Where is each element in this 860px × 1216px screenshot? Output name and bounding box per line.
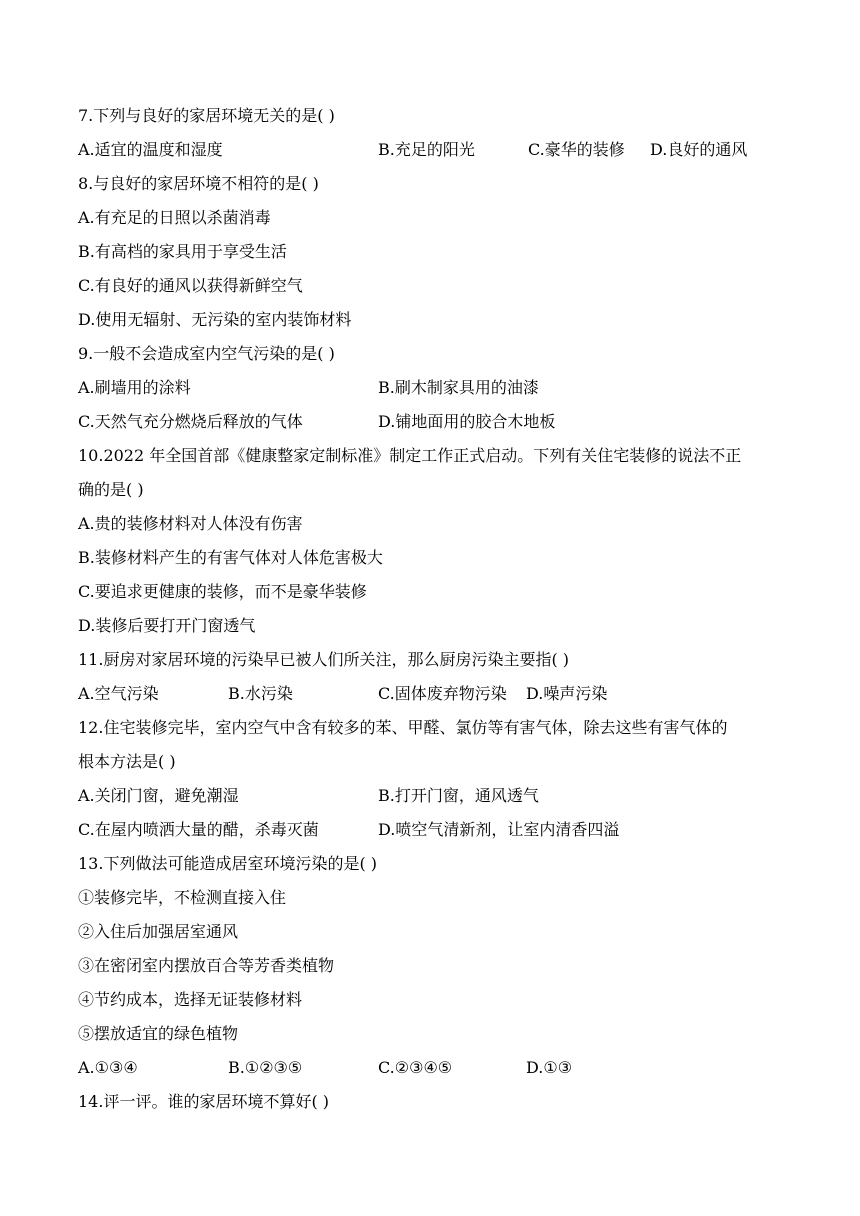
- q8-stem: 8.与良好的家居环境不相符的是( ): [78, 174, 319, 193]
- q7-stem: 7.下列与良好的家居环境无关的是( ): [78, 106, 335, 125]
- q11-option-b: B.水污染: [228, 684, 293, 703]
- q14-stem: 14.评一评。谁的家居环境不算好( ): [78, 1092, 330, 1111]
- q13-option-a: A.①③④: [78, 1058, 138, 1077]
- q10-option-c: C.要追求更健康的装修，而不是豪华装修: [78, 582, 367, 601]
- q9-option-d: D.铺地面用的胶合木地板: [378, 412, 556, 431]
- q13-statement-3: ③在密闭室内摆放百合等芳香类植物: [78, 956, 335, 975]
- q13-statement-4: ④节约成本，选择无证装修材料: [78, 990, 303, 1009]
- q7-option-a: A.适宜的温度和湿度: [78, 140, 223, 159]
- q9-options-row-1: [78, 376, 778, 400]
- q12-option-b: B.打开门窗，通风透气: [378, 786, 539, 805]
- q11-option-d: D.噪声污染: [526, 684, 608, 703]
- q11-option-a: A.空气污染: [78, 684, 159, 703]
- q10-option-b: B.装修材料产生的有害气体对人体危害极大: [78, 548, 383, 567]
- q13-statement-5: ⑤摆放适宜的绿色植物: [78, 1024, 239, 1043]
- q13-options-row: [78, 1056, 778, 1080]
- q13-statement-1: ①装修完毕，不检测直接入住: [78, 888, 287, 907]
- q7-option-c: C.豪华的装修: [528, 140, 625, 159]
- q7-option-b: B.充足的阳光: [378, 140, 475, 159]
- q12-options-row-2: [78, 818, 778, 842]
- q9-stem: 9.一般不会造成室内空气污染的是( ): [78, 344, 335, 363]
- q11-options-row: [78, 682, 778, 706]
- q8-option-b: B.有高档的家具用于享受生活: [78, 242, 287, 261]
- q9-option-c: C.天然气充分燃烧后释放的气体: [78, 412, 303, 431]
- q12-option-a: A.关闭门窗，避免潮湿: [78, 786, 239, 805]
- q13-option-d: D.①③: [526, 1058, 573, 1077]
- q9-options-row-2: [78, 410, 778, 434]
- q10-option-a: A.贵的装修材料对人体没有伤害: [78, 514, 303, 533]
- q10-stem-line-1: 10.2022 年全国首部《健康整家定制标准》制定工作正式启动。下列有关住宅装修的说法不正: [78, 446, 742, 465]
- q12-options-row-1: [78, 784, 778, 808]
- q8-option-c: C.有良好的通风以获得新鲜空气: [78, 276, 303, 295]
- q13-stem: 13.下列做法可能造成居室环境污染的是( ): [78, 854, 378, 873]
- q7-options-row: [78, 138, 778, 162]
- q10-option-d: D.装修后要打开门窗透气: [78, 616, 256, 635]
- q12-stem-line-1: 12.住宅装修完毕，室内空气中含有较多的苯、甲醛、氯仿等有害气体，除去这些有害气体的: [78, 718, 728, 737]
- q12-option-d: D.喷空气清新剂，让室内清香四溢: [378, 820, 620, 839]
- q13-option-c: C.②③④⑤: [378, 1058, 453, 1077]
- q9-option-a: A.刷墙用的涂料: [78, 378, 191, 397]
- q9-option-b: B.刷木制家具用的油漆: [378, 378, 539, 397]
- q12-stem-line-2: 根本方法是( ): [78, 752, 176, 771]
- q12-option-c: C.在屋内喷洒大量的醋，杀毒灭菌: [78, 820, 319, 839]
- q10-stem-line-2: 确的是( ): [78, 480, 144, 499]
- q13-option-b: B.①②③⑤: [228, 1058, 303, 1077]
- q8-option-a: A.有充足的日照以杀菌消毒: [78, 208, 271, 227]
- q8-option-d: D.使用无辐射、无污染的室内装饰材料: [78, 310, 352, 329]
- q13-statement-2: ②入住后加强居室通风: [78, 922, 239, 941]
- q11-stem: 11.厨房对家居环境的污染早已被人们所关注，那么厨房污染主要指( ): [78, 650, 570, 669]
- q7-option-d: D.良好的通风: [650, 140, 748, 159]
- q11-option-c: C.固体废弃物污染: [378, 684, 507, 703]
